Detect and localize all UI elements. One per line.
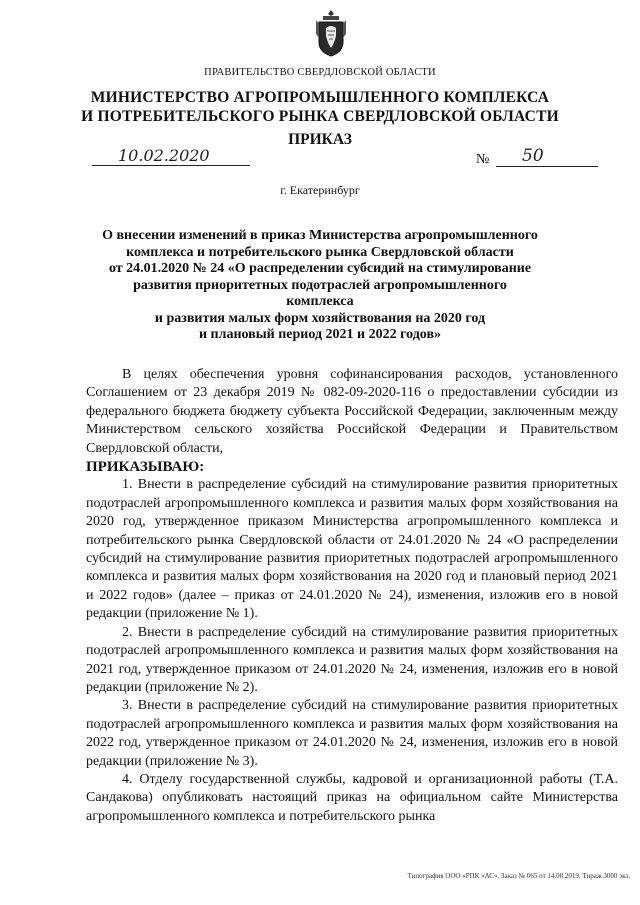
order-number — [476, 146, 606, 172]
title-line: от 24.01.2020 № 24 «О распределении субсидий на стимулирование — [108, 261, 532, 276]
date-underline — [92, 165, 250, 166]
title-line: комплекса и потребительского рынка Свердловской области — [126, 244, 514, 260]
item-4: 4. Отделу государственной службы, кадровой и организационной работы (Т.А. Сандакова) опубликовать настоящий приказ на официальном сайте Министерства агропромышленного комплекса и потребительского рынка — [86, 771, 618, 824]
order-date — [92, 146, 252, 168]
number-underline — [496, 166, 598, 167]
ministry-line-2: И ПОТРЕБИТЕЛЬСКОГО РЫНКА СВЕРДЛОВСКОЙ ОБЛАСТИ — [81, 108, 559, 125]
coat-of-arms-icon — [314, 8, 348, 58]
ministry-name — [0, 88, 640, 126]
print-footer: Типография ООО «РПК «АС». Заказ № 065 от 14.08.2019. Тираж 3000 экз. — [407, 872, 630, 880]
title-line: и развития малых форм хозяйствования на 2020 год — [154, 310, 486, 326]
government-name: ПРАВИТЕЛЬСТВО СВЕРДЛОВСКОЙ ОБЛАСТИ — [204, 67, 436, 78]
item-1: 1. Внести в распределение субсидий на стимулирование развития приоритетных подотраслей агропромышленного комплекса и развития малых форм хозяйствования на 2020 год, утвержденное приказом Министерства агропромышленного комплекса и потребительского рынка Свердловской области от 24.01.2020 № 24 «О распределении субсидий на стимулирование развития приоритетных подотраслей агропромышленного комплекса и развития малых форм хозяйствования на 2020 год и плановый период 2021 и 2022 годов» (далее – приказ от 24.01.2020 № 24), изменения, изложив его в новой редакции (приложение № 1). — [86, 477, 618, 622]
document-title — [100, 228, 540, 344]
number-sign: № — [476, 152, 490, 167]
order-number-value: 50 — [522, 146, 544, 166]
item-3: 3. Внести в распределение субсидий на стимулирование развития приоритетных подотраслей агропромышленного комплекса и развития малых форм хозяйствования на 2022 год, утвержденное приказом от 24.01.2020 № 24, изменения, изложив его в новой редакции (приложение № 3). — [86, 698, 618, 769]
title-line: развития приоритетных подотраслей агропромышленного комплекса — [133, 277, 507, 309]
item-2: 2. Внести в распределение субсидий на стимулирование развития приоритетных подотраслей агропромышленного комплекса и развития малых форм хозяйствования на 2021 год, утвержденное приказом от 24.01.2020 № 24, изменения, изложив его в новой редакции (приложение № 2). — [86, 624, 618, 695]
title-line: О внесении изменений в приказ Министерства агропромышленного — [102, 228, 538, 243]
title-line: и плановый период 2021 и 2022 годов» — [198, 327, 442, 342]
order-word: ПРИКАЗЫВАЮ: — [86, 459, 205, 476]
document-type: ПРИКАЗ — [288, 131, 352, 148]
preamble: В целях обеспечения уровня софинансирования расходов, установленного Соглашением от 23 декабря 2019 № 082-09-2020-116 о предоставлении субсидии из федерального бюджета бюджету субъекта Российской Федерации, заключенным между Министерством сельского хозяйства Российской Федерации и Правительством Свердловской области, — [86, 367, 618, 456]
ministry-line-1: МИНИСТЕРСТВО АГРОПРОМЫШЛЕННОГО КОМПЛЕКСА — [90, 89, 550, 106]
city: г. Екатеринбург — [280, 183, 360, 197]
order-date-value: 10.02.2020 — [118, 146, 210, 165]
document-body — [86, 366, 618, 826]
